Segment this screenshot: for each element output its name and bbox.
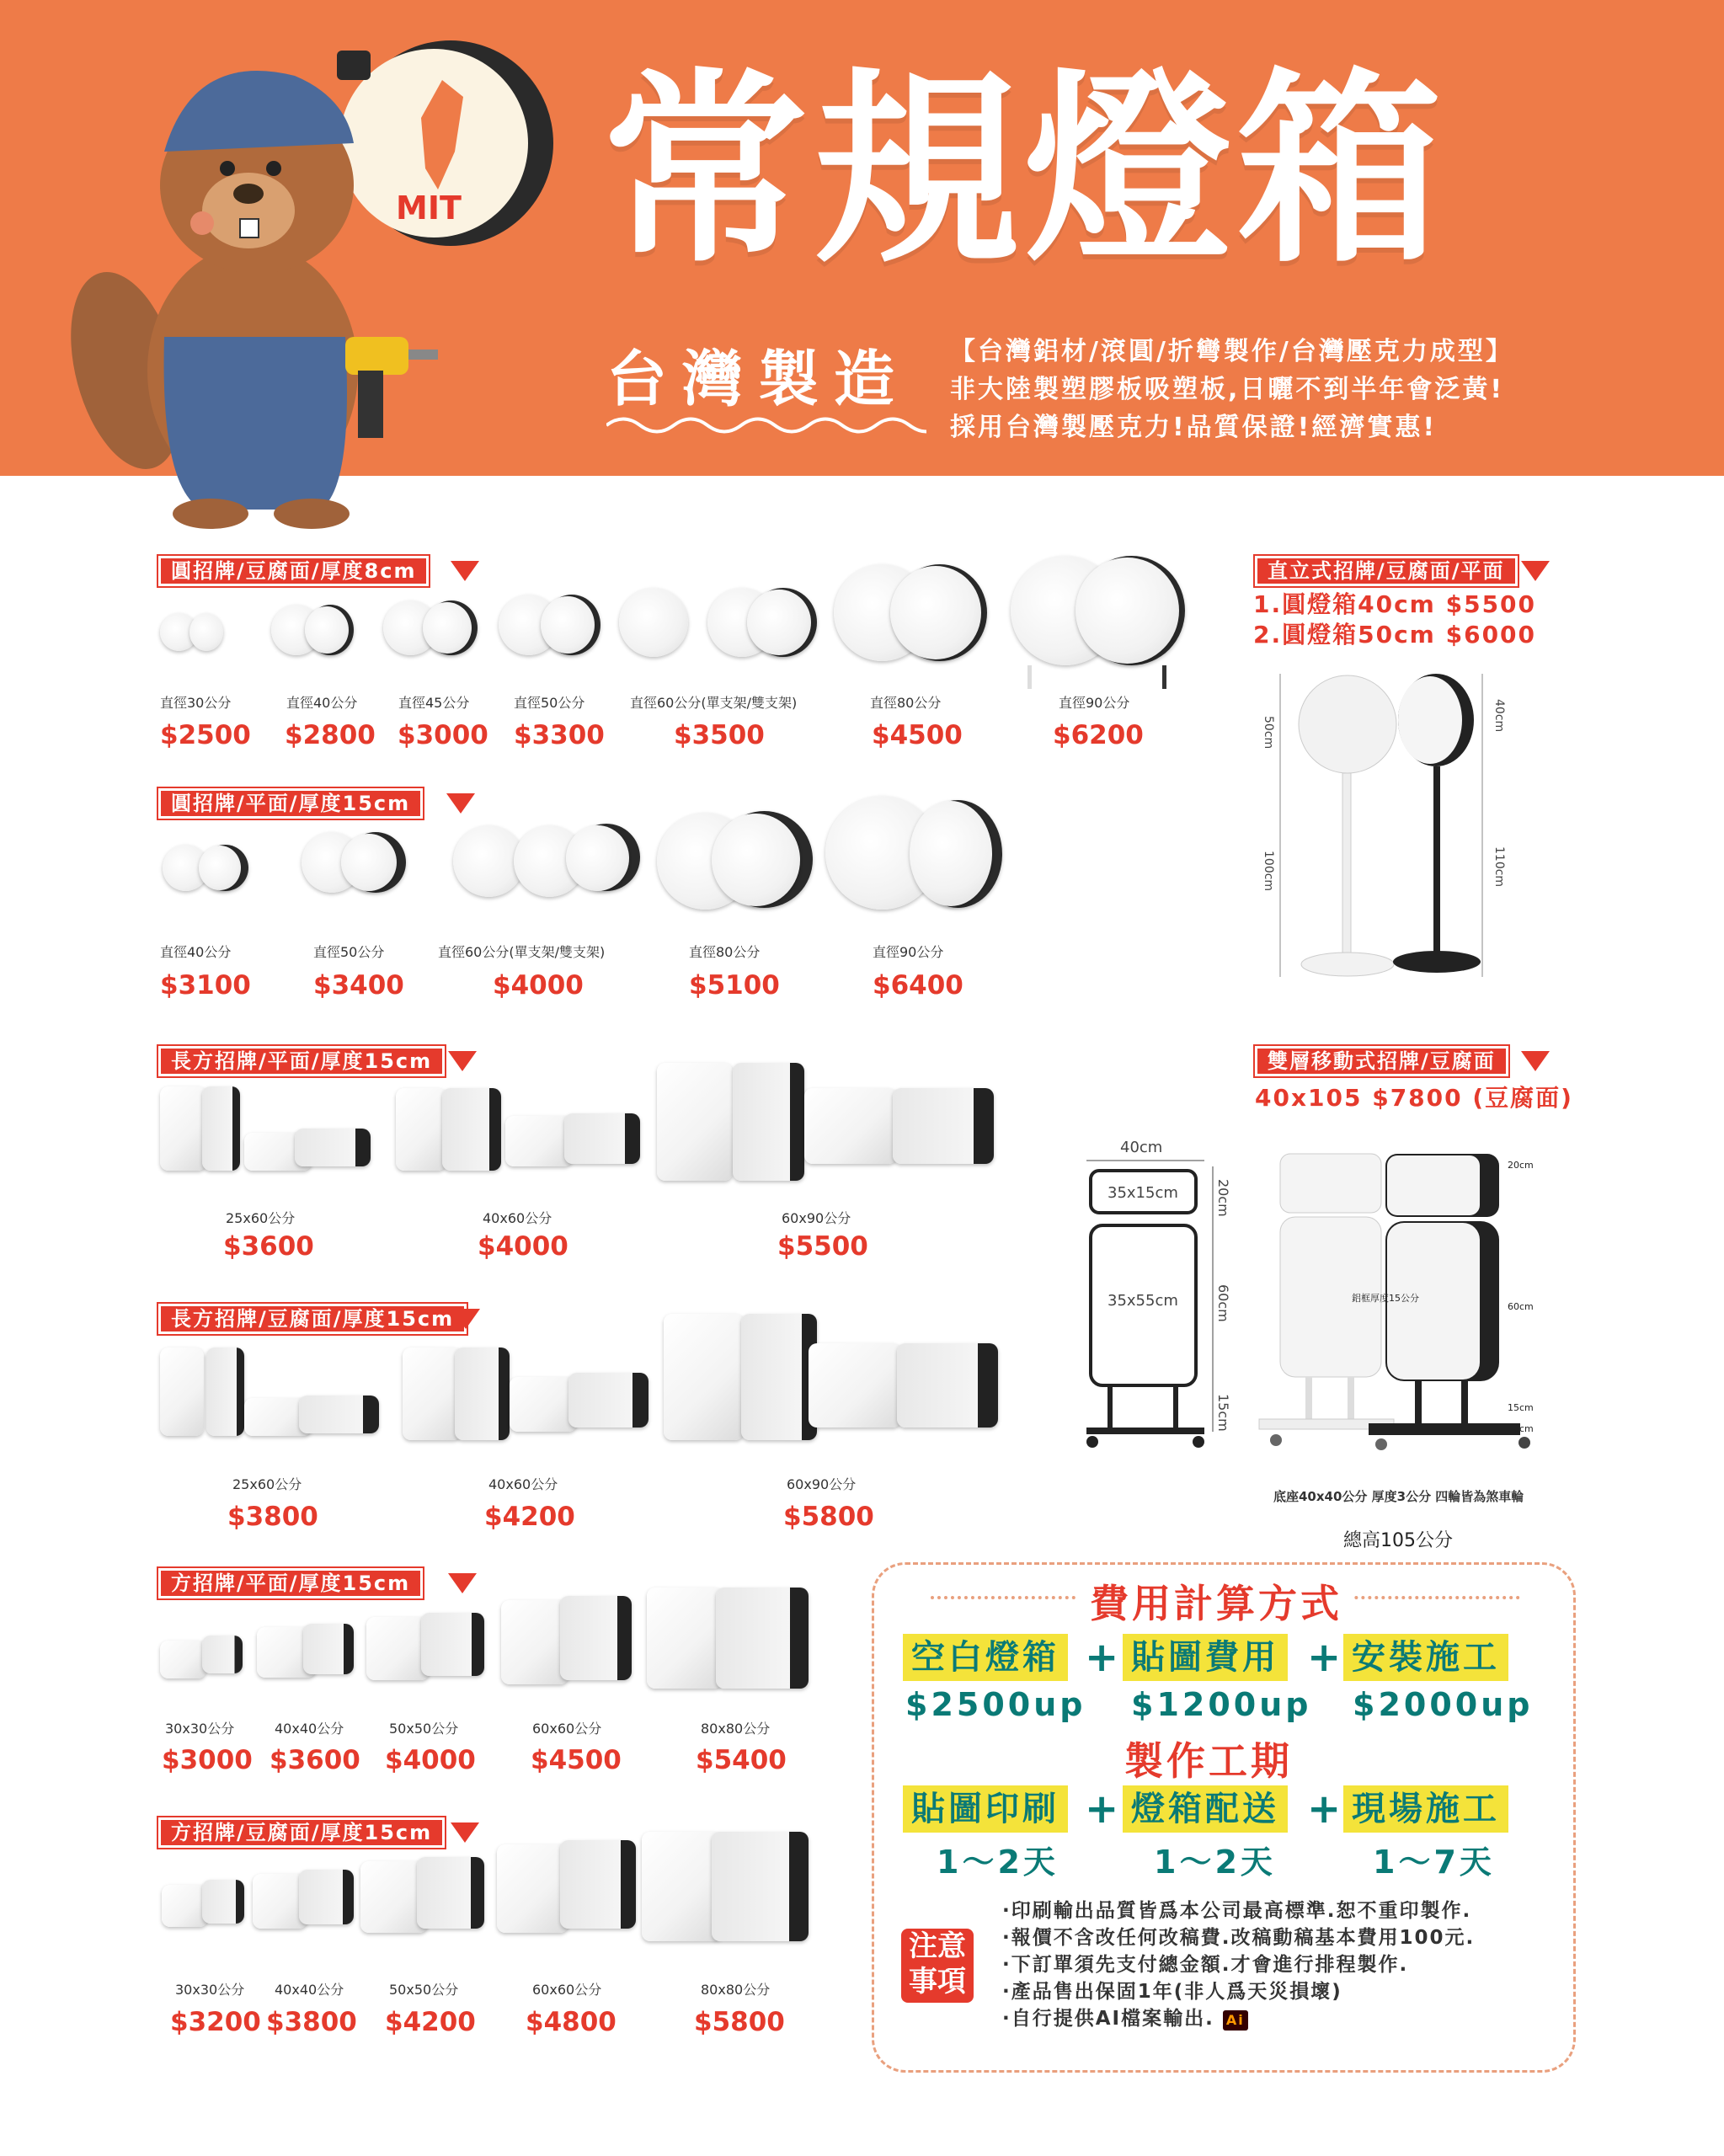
photo-label: 15cm [1508, 1402, 1534, 1413]
fee-item: 安裝施工 [1343, 1634, 1508, 1681]
size-caption: 40x40公分 [275, 1982, 344, 1998]
size-caption: 50x50公分 [389, 1721, 459, 1737]
size-caption: 直徑60公分(單支架/雙支架) [438, 944, 606, 960]
down-arrow-icon [448, 1051, 477, 1071]
standing-sign-illustration [1246, 657, 1516, 994]
schedule-duration: 1～2天 [1154, 1844, 1276, 1881]
dim-label: 40cm [1120, 1139, 1163, 1156]
price: $3300 [514, 720, 605, 750]
price: $4200 [484, 1502, 575, 1532]
base-note: 底座40x40公分 厚度3公分 四輪皆為煞車輪 [1273, 1489, 1524, 1504]
plus-icon: + [1307, 1785, 1342, 1833]
standing-prices [1253, 590, 1536, 650]
diagram-box-label: 35x15cm [1108, 1184, 1178, 1202]
tagline: 採用台灣製壓克力!品質保證!經濟實惠! [950, 413, 1438, 442]
price: $5100 [689, 970, 780, 1001]
price: $5500 [777, 1231, 868, 1262]
size-caption: 直徑90公分 [873, 944, 944, 960]
price: $3000 [162, 1745, 253, 1775]
plus-icon: + [1085, 1634, 1119, 1681]
section-label-square-tofu: 方招牌/豆腐面/厚度15cm [158, 1817, 445, 1848]
price: $5800 [694, 2007, 785, 2037]
dim-label: 60cm [1215, 1284, 1231, 1322]
price: $3600 [223, 1231, 314, 1262]
down-arrow-icon [446, 793, 475, 814]
size-caption: 直徑60公分(單支架/雙支架) [630, 695, 798, 711]
price: $3000 [398, 720, 488, 750]
standing-price-line: 1.圓燈箱40cm $5500 [1253, 590, 1537, 618]
made-in-taiwan: 台灣製造 [606, 344, 910, 414]
fee-price: $2500up [905, 1686, 1086, 1723]
size-caption: 25x60公分 [226, 1210, 296, 1226]
size-caption: 直徑50公分 [313, 944, 385, 960]
size-caption: 60x60公分 [532, 1721, 602, 1737]
price: $4000 [493, 970, 584, 1001]
size-caption: 50x50公分 [389, 1982, 459, 1998]
size-caption: 60x90公分 [782, 1210, 851, 1226]
notice-badge: 注意事項 [901, 1929, 974, 2003]
dim-label: 40cm [1492, 699, 1506, 733]
fee-item: 貼圖費用 [1123, 1634, 1288, 1681]
tagline: 【台灣鋁材/滾圓/折彎製作/台灣壓克力成型】 [950, 337, 1513, 366]
photo-label: 20cm [1508, 1160, 1534, 1171]
dim-label: 15cm [1215, 1394, 1231, 1432]
dim-label: 50cm [1262, 716, 1275, 750]
standing-price-line: 2.圓燈箱50cm $6000 [1253, 621, 1537, 648]
size-caption: 直徑90公分 [1059, 695, 1130, 711]
price: $3400 [313, 970, 404, 1001]
notice-text: ·自行提供AI檔案輸出. [1002, 2008, 1214, 2030]
fee-title: 費用計算方式 [1078, 1573, 1354, 1629]
plus-icon: + [1085, 1785, 1119, 1833]
size-caption: 直徑40公分 [286, 695, 358, 711]
price: $3800 [227, 1502, 318, 1532]
dim-label: 20cm [1215, 1179, 1231, 1217]
dim-label: 100cm [1262, 851, 1275, 892]
diagram-box-label: 35x55cm [1108, 1292, 1178, 1310]
taglines [950, 333, 1513, 446]
price: $5800 [783, 1502, 874, 1532]
size-caption: 40x60公分 [483, 1210, 552, 1226]
size-caption: 80x80公分 [701, 1721, 771, 1737]
price: $6200 [1053, 720, 1144, 750]
down-arrow-icon [451, 1822, 479, 1843]
tagline: 非大陸製塑膠板吸塑板,日曬不到半年會泛黃! [950, 375, 1505, 404]
notice-item [1002, 2005, 1475, 2032]
schedule-step: 貼圖印刷 [903, 1785, 1068, 1833]
size-caption: 30x30公分 [175, 1982, 245, 1998]
section-label-round-flat: 圓招牌/平面/厚度15cm [158, 788, 423, 819]
photo-label: 鋁框厚度15公分 [1352, 1293, 1419, 1304]
size-caption: 直徑80公分 [689, 944, 761, 960]
down-arrow-icon [448, 1573, 477, 1593]
notice-item: ·印刷輸出品質皆爲本公司最高標準.恕不重印製作. [1002, 1900, 1472, 1922]
page-title: 常規燈箱 [602, 51, 1448, 291]
schedule-duration: 1～2天 [937, 1844, 1059, 1881]
notice-item: ·產品售出保固1年(非人爲天災損壞) [1002, 1981, 1342, 2003]
down-arrow-icon [1521, 1051, 1550, 1071]
size-caption: 直徑80公分 [870, 695, 942, 711]
schedule-duration: 1～7天 [1373, 1844, 1495, 1881]
ai-file-icon: Ai [1223, 2010, 1248, 2031]
section-label-rect-tofu: 長方招牌/豆腐面/厚度15cm [158, 1304, 467, 1334]
beaver-mascot-illustration [67, 17, 573, 531]
price: $4000 [385, 1745, 476, 1775]
size-caption: 40x60公分 [488, 1476, 558, 1492]
size-caption: 60x90公分 [787, 1476, 857, 1492]
notice-list [1002, 1897, 1475, 2032]
double-price: 40x105 $7800 (豆腐面) [1255, 1084, 1573, 1112]
section-label-standing: 直立式招牌/豆腐面/平面 [1255, 556, 1518, 586]
double-sign-photo [1242, 1141, 1554, 1461]
section-label-square-flat: 方招牌/平面/厚度15cm [158, 1568, 423, 1598]
mit-badge: MIT [396, 189, 462, 227]
schedule-title: 製作工期 [1124, 1738, 1293, 1784]
notice-item: ·下訂單須先支付總金額.才會進行排程製作. [1002, 1954, 1409, 1976]
price: $3200 [170, 2007, 261, 2037]
price: $4800 [526, 2007, 616, 2037]
section-label-double: 雙層移動式招牌/豆腐面 [1255, 1046, 1508, 1076]
photo-label: 60cm [1508, 1301, 1534, 1312]
price: $4000 [478, 1231, 568, 1262]
size-caption: 25x60公分 [232, 1476, 302, 1492]
size-caption: 80x80公分 [701, 1982, 771, 1998]
price: $3600 [270, 1745, 360, 1775]
header-banner [0, 0, 1724, 476]
size-caption: 直徑30公分 [160, 695, 232, 711]
dim-label: 110cm [1492, 846, 1506, 888]
wave-divider [606, 413, 926, 438]
size-caption: 60x60公分 [532, 1982, 602, 1998]
price: $4500 [531, 1745, 622, 1775]
size-caption: 40x40公分 [275, 1721, 344, 1737]
price: $6400 [873, 970, 963, 1001]
price: $5400 [696, 1745, 787, 1775]
size-caption: 直徑40公分 [160, 944, 232, 960]
fee-price: $1200up [1131, 1686, 1312, 1723]
schedule-step: 燈箱配送 [1123, 1785, 1288, 1833]
price: $3100 [160, 970, 251, 1001]
fee-price: $2000up [1353, 1686, 1534, 1723]
price: $3800 [266, 2007, 357, 2037]
double-sign-diagram [1082, 1137, 1242, 1457]
down-arrow-icon [451, 1309, 480, 1329]
size-caption: 30x30公分 [165, 1721, 235, 1737]
price: $4200 [385, 2007, 476, 2037]
photo-label: 10cm [1508, 1423, 1534, 1434]
plus-icon: + [1307, 1634, 1342, 1681]
price: $3500 [674, 720, 765, 750]
section-label-rect-flat: 長方招牌/平面/厚度15cm [158, 1046, 445, 1076]
fee-item: 空白燈箱 [903, 1634, 1068, 1681]
schedule-step: 現場施工 [1343, 1785, 1508, 1833]
total-height: 總高105公分 [1343, 1530, 1453, 1551]
size-caption: 直徑45公分 [398, 695, 470, 711]
section-label-round-tofu: 圓招牌/豆腐面/厚度8cm [158, 556, 429, 586]
price: $4500 [872, 720, 963, 750]
size-caption: 直徑50公分 [514, 695, 585, 711]
down-arrow-icon [1521, 561, 1550, 581]
price: $2800 [285, 720, 376, 750]
down-arrow-icon [451, 561, 479, 581]
price: $2500 [160, 720, 251, 750]
notice-item: ·報價不含改任何改稿費.改稿動稿基本費用100元. [1002, 1927, 1476, 1949]
